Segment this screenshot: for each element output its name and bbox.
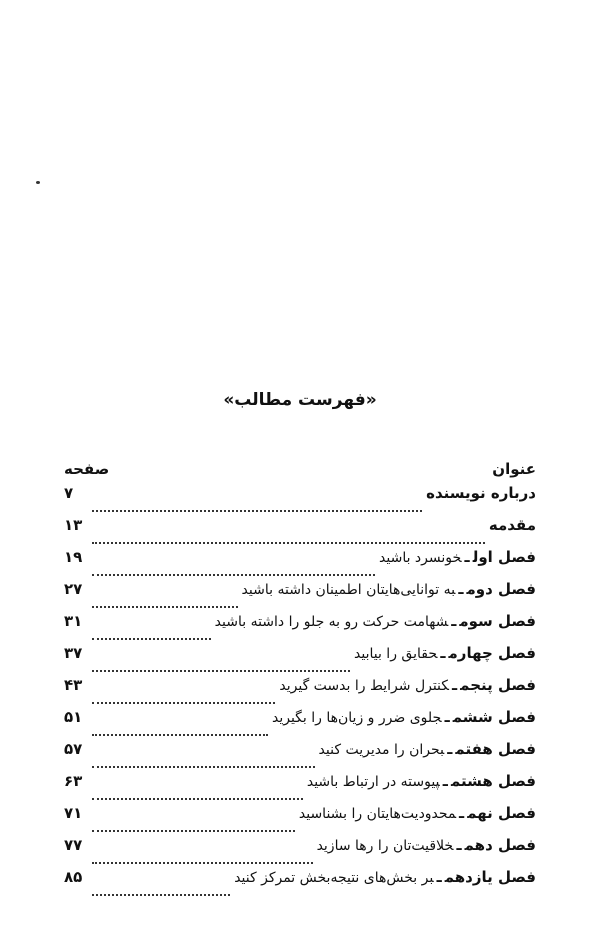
chapter-subtitle: شهامت حرکت رو به جلو را داشته باشید <box>214 614 449 630</box>
chapter-label: فصل سوم <box>459 612 536 630</box>
dot-leader <box>92 605 238 608</box>
dot-leader <box>92 669 350 672</box>
chapter-subtitle: بر بخش‌های نتیجه‌بخش تمرکز کنید <box>234 870 434 886</box>
toc-entry[interactable] <box>64 836 536 868</box>
entry-title <box>317 836 536 854</box>
chapter-label: فصل هفتم <box>455 740 536 758</box>
dash: ـ <box>451 612 457 630</box>
dot-leader <box>92 637 211 640</box>
toc-entry[interactable] <box>64 708 536 740</box>
toc-entry[interactable] <box>64 644 536 676</box>
entry-title <box>215 612 536 630</box>
dot-leader <box>92 893 230 896</box>
chapter-subtitle: بحران را مدیریت کنید <box>318 742 445 758</box>
entry-title: درباره نویسنده <box>426 484 536 502</box>
toc-entry[interactable] <box>64 612 536 644</box>
chapter-label: فصل پنجم <box>460 676 536 694</box>
dash: ـ <box>458 580 464 598</box>
entry-page-number: ۴۳ <box>64 676 83 694</box>
toc-title: «فهرست مطالب» <box>223 390 377 410</box>
dot-leader <box>92 861 313 864</box>
dot-leader <box>92 829 295 832</box>
chapter-label: فصل هشتم <box>450 772 536 790</box>
dash: ـ <box>444 708 450 726</box>
stray-mark <box>36 181 40 184</box>
toc-entry[interactable] <box>64 516 536 548</box>
title-column-header: عنوان <box>492 460 536 478</box>
dash: ـ <box>459 804 465 822</box>
chapter-label: فصل نهم <box>467 804 536 822</box>
chapter-label: فصل دوم <box>466 580 536 598</box>
chapter-subtitle: پیوسته در ارتباط باشید <box>306 774 440 790</box>
chapter-label: فصل یازدهم <box>444 868 536 886</box>
dash: ـ <box>464 548 470 566</box>
entry-title <box>319 740 536 758</box>
dot-leader <box>92 765 315 768</box>
dot-leader <box>92 733 268 736</box>
dash: ـ <box>442 772 448 790</box>
dash: ـ <box>456 836 462 854</box>
toc-entry[interactable] <box>64 548 536 580</box>
dot-leader <box>92 541 485 544</box>
toc-entry[interactable] <box>64 580 536 612</box>
entry-page-number: ۸۵ <box>64 868 83 886</box>
entry-page-number: ۵۱ <box>64 708 83 726</box>
chapter-subtitle: محدودیت‌هایتان را بشناسید <box>298 806 457 822</box>
entry-title <box>234 868 536 886</box>
page-column-header: صفحه <box>64 460 110 478</box>
toc-entry[interactable] <box>64 740 536 772</box>
chapter-label: فصل اول <box>472 548 536 566</box>
entry-page-number: ۲۷ <box>64 580 83 598</box>
dot-leader <box>92 797 303 800</box>
entry-page-number: ۷۷ <box>64 836 83 854</box>
chapter-subtitle: جلوی ضرر و زیان‌ها را بگیرید <box>271 710 442 726</box>
dot-leader <box>92 573 375 576</box>
chapter-label: فصل چهارم <box>448 644 536 662</box>
toc-entry[interactable] <box>64 868 536 900</box>
toc-entry[interactable] <box>64 484 536 516</box>
entry-page-number: ۱۳ <box>64 516 83 534</box>
toc-entry[interactable] <box>64 676 536 708</box>
toc-header-row <box>64 460 536 484</box>
entry-title <box>307 772 536 790</box>
dash: ـ <box>440 644 446 662</box>
toc-entry[interactable] <box>64 772 536 804</box>
entry-title <box>242 580 536 598</box>
chapter-subtitle: کنترل شرایط را بدست گیرید <box>279 678 450 694</box>
toc-entry[interactable] <box>64 804 536 836</box>
entry-title <box>279 676 536 694</box>
dash: ـ <box>447 740 453 758</box>
entry-page-number: ۷۱ <box>64 804 83 822</box>
entry-page-number: ۶۳ <box>64 772 83 790</box>
entry-page-number: ۳۱ <box>64 612 83 630</box>
entry-page-number: ۷ <box>64 484 74 502</box>
entry-title <box>272 708 536 726</box>
chapter-label: فصل دهم <box>464 836 536 854</box>
dot-leader <box>92 701 275 704</box>
entry-title <box>354 644 536 662</box>
chapter-subtitle: حقایق را بیابید <box>354 646 438 662</box>
table-of-contents <box>64 460 536 900</box>
entry-title <box>379 548 536 566</box>
entry-title <box>299 804 536 822</box>
dash: ـ <box>452 676 458 694</box>
entry-page-number: ۱۹ <box>64 548 83 566</box>
entry-page-number: ۵۷ <box>64 740 83 758</box>
dash: ـ <box>436 868 442 886</box>
chapter-subtitle: خلاقیت‌تان را رها سازید <box>316 838 454 854</box>
dot-leader <box>92 509 422 512</box>
entry-page-number: ۳۷ <box>64 644 83 662</box>
chapter-label: فصل ششم <box>452 708 536 726</box>
chapter-subtitle: خونسرد باشید <box>379 550 462 566</box>
chapter-subtitle: به توانایی‌هایتان اطمینان داشته باشید <box>241 582 456 598</box>
entry-title: مقدمه <box>488 516 536 534</box>
